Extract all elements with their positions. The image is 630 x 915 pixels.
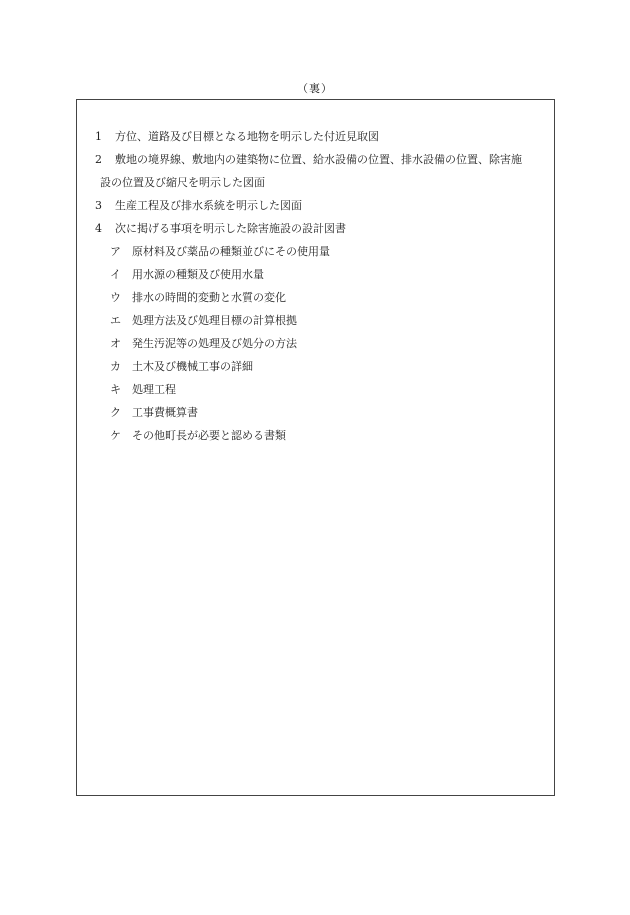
sub-item <box>95 332 545 355</box>
attachment-list <box>95 125 545 447</box>
list-item <box>95 217 545 240</box>
sub-item-text: 発生汚泥等の処理及び処分の方法 <box>132 337 297 350</box>
sub-item <box>95 401 545 424</box>
sub-item-mark: ウ <box>110 291 121 304</box>
sub-item-mark: エ <box>110 314 121 327</box>
sub-item-mark: ア <box>110 245 121 258</box>
item-text: 敷地の境界線、敷地内の建築物に位置、給水設備の位置、排水設備の位置、除害施 <box>115 153 522 166</box>
document-frame <box>76 99 555 796</box>
item-number: 2 <box>95 153 102 166</box>
sub-item-mark: イ <box>110 268 121 281</box>
sub-item <box>95 263 545 286</box>
sub-item <box>95 240 545 263</box>
sub-item <box>95 424 545 447</box>
list-item <box>95 125 545 148</box>
sub-item-mark: オ <box>110 337 121 350</box>
sub-item-text: その他町長が必要と認める書類 <box>132 429 286 442</box>
sub-item-text: 用水源の種類及び使用水量 <box>132 268 264 281</box>
list-item-continuation <box>95 171 545 194</box>
sub-item-text: 土木及び機械工事の詳細 <box>132 360 253 373</box>
sub-item-text: 処理工程 <box>132 383 176 396</box>
sub-item <box>95 286 545 309</box>
item-number: 1 <box>95 130 102 143</box>
list-item <box>95 148 545 171</box>
item-text: 次に掲げる事項を明示した除害施設の設計図書 <box>115 222 346 235</box>
sub-item <box>95 355 545 378</box>
sub-item <box>95 309 545 332</box>
sub-item-mark: キ <box>110 383 121 396</box>
sub-item-text: 工事費概算書 <box>132 406 198 419</box>
item-number: 4 <box>95 222 102 235</box>
sub-item-mark: カ <box>110 360 121 373</box>
list-item <box>95 194 545 217</box>
item-number: 3 <box>95 199 102 212</box>
item-text: 生産工程及び排水系統を明示した図面 <box>115 199 302 212</box>
sub-item-mark: ケ <box>110 429 121 442</box>
sub-item-text: 原材料及び薬品の種類並びにその使用量 <box>132 245 330 258</box>
sub-item-text: 処理方法及び処理目標の計算根拠 <box>132 314 297 327</box>
page-side-label: （裏） <box>297 82 333 95</box>
sub-item-mark: ク <box>110 406 121 419</box>
sub-item-text: 排水の時間的変動と水質の変化 <box>132 291 286 304</box>
item-text: 方位、道路及び目標となる地物を明示した付近見取図 <box>115 130 379 143</box>
item-text-continuation: 設の位置及び縮尺を明示した図面 <box>100 176 265 189</box>
sub-item <box>95 378 545 401</box>
